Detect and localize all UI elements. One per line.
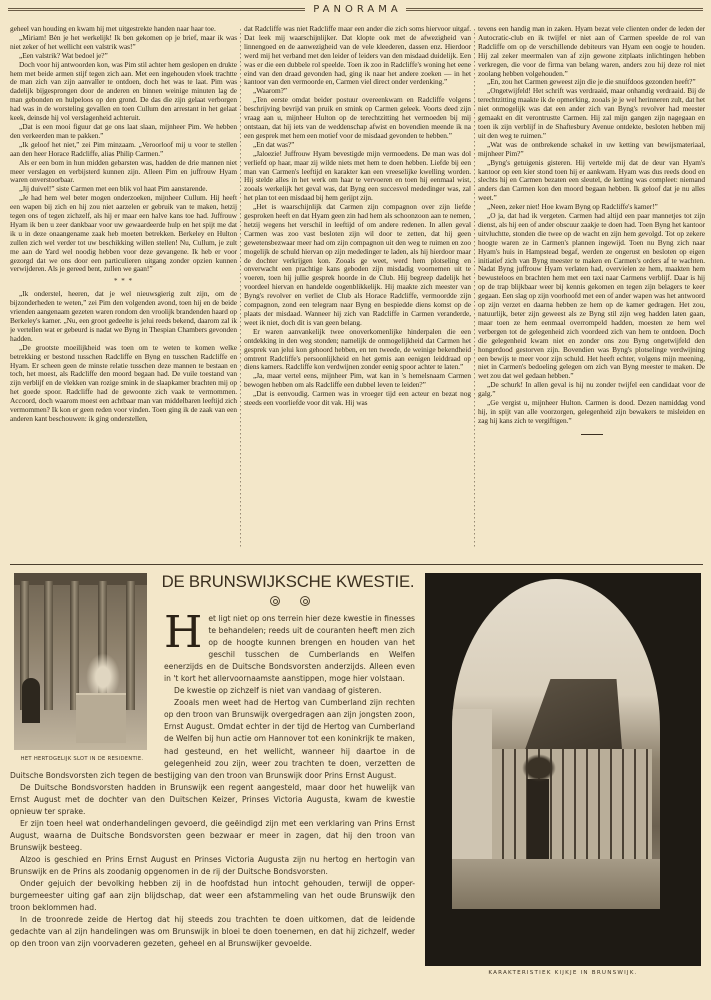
story-column-1 <box>10 25 237 558</box>
story-paragraph: „De schurk! In allen geval is hij nu zonder twijfel een candidaat voor de galg.” <box>478 380 705 399</box>
story-paragraph: „Ik onderstel, heeren, dat je wel nieuwsgierig zult zijn, om de bijzonderheden te weten,” zei Pim den volgenden avond, toen hij en de beide vrienden aangenaam gezeten waren rondom den vroolijk brandenden haard op Berkeley's kamer. „Nu, een groot gedeelte is jelui reeds bekend, daarom zal ik je vertellen wat er gebeurd is nadat we Byng in Thespian Chambers gevonden hadden. <box>10 289 237 343</box>
story-paragraph: „Je had hem wel beter mogen onderzoeken, mijnheer Cullum. Hij heeft een wapen bij zich en hij zou niet aarzelen er gebruik van te maken, hetzij tegen ons of tegen zichzelf, als hij er maar een halve kans toe had. Juffrouw Hyam ik ben u zeer dankbaar voor uw gewaardeerde hulp en het spijt me dat ik u in deze onaangename zaak heb moeten betrekken. Berkeley en Hulton zullen zich wel verder tot uw beschikking willen stellen! Nu, Cullum, je zult me aan de Yard wel noodig hebben voor deze gevangene. Ik heb er voor gezorgd dat we ons door een particulieren uitgang zonder opzien kunnen verwijderen. Als je gereed bent, zullen we gaan!” <box>10 193 237 274</box>
story-column-2 <box>244 25 471 558</box>
story-paragraph: „Dat is eenvoudig. Carmen was in vroeger tijd een acteur en bezat nog steeds een voorliefde voor dit vak. Hij was <box>244 389 471 408</box>
story-paragraph: „Een valstrik? Wat bedoel je?” <box>19 50 108 60</box>
story-paragraph: „Wat was de ontbrekende schakel in uw ketting van bewijsmateriaal, mijnheer Pim?” <box>478 139 705 158</box>
story-paragraph: Doch voor hij antwoorden kon, was Pim stil achter hem geslopen en drukte hem met beide armen stijf tegen zich aan. Met een ingehouden vloek trachtte de man zich van zijn aanvaller te ontdoen, doch het was te laat. Pim was dadelijk bijgesprongen door de anderen en binnen weinige minuten lag de man gebonden en hulpeloos op den grond. De das die zijn gelaat verborgen had was in de worsteling gevallen en toen Cullum den arrestant in het gelaat keek, deinsde hij vol verslagenheid achteruit. <box>10 59 237 123</box>
section-divider <box>10 564 703 565</box>
article-paragraph: Zooals men weet had de Hertog van Cumberland zijn rechten op den troon van Brunswijk overgedragen aan zijn jongsten zoon, Ernst August. Omdat echter in der tijd de Hertog van Cumberland de Welfen bij hun actie om Hannover tot een koninkrijk te maken, had gesteund, en het wellicht, wanneer hij daartoe in de gelegenheid zou zijn, weer zou trachten te doen, verzetten de Duitsche Bondsvorsten zich tegen de bestijging van den troon van Brunswijk door Prins Ernst August. <box>10 698 415 780</box>
section-break: * * * <box>114 277 133 286</box>
page-header <box>8 3 703 15</box>
story-paragraph: „Dat is een mooi figuur dat ge ons laat slaan, mijnheer Pim. We hebben den verkeerden man te pakken.” <box>10 121 237 140</box>
story-column-3 <box>478 25 705 558</box>
article-body <box>10 607 415 950</box>
story-paragraph: „Ja, maar vertel eens, mijnheer Pim, wat kan in 's hemelsnaam Carmen bewogen hebben om als Radcliffe een dubbel leven te leiden?” <box>244 371 471 390</box>
photo-caption-left: HET HERTOGELIJK SLOT IN DE RESIDENTIE. <box>20 756 144 762</box>
story-paragraph: Als er een bom in hun midden gebarsten was, hadden de drie mannen niet meer verslagen en verbijsterd kunnen zijn. Alleen Pim en juffrouw Hyam waren onverstoorbaar. <box>10 157 237 185</box>
story-paragraph: Er waren aanvankelijk twee onoverkomenlijke hinderpalen die een ontdekking in den weg stonden; namelijk de onmogelijkheid dat Carmen het gesprek van jelui kon gehoord hebben, en ten tweede, de weinige bekendheid omtrent Radcliffe's persoonlijkheid en het gemis aan eenigen leiddraad op diens kamers. Radcliffe kon verdwijnen zonder eenig spoor achter te laten.” <box>244 326 471 372</box>
ornament-icon <box>270 596 280 606</box>
header-rule-left <box>8 8 305 11</box>
story-paragraph: „Waarom?” <box>253 86 288 96</box>
story-paragraph: „Ten eerste omdat beider postuur overeenkwam en Radcliffe volgens beschrijving bevrijd van pruik en smink op Carmen geleek. Voorts deed zijn vraag aan u, mijnheer Hulton op de terechtzitting het vermoeden bij mij ontstaan, dat hij iets van de weddenschap afwist en bovendien meende ik na een gesprek met hem een motief voor de misdaad gevonden te hebben.” <box>244 95 471 140</box>
drop-cap: H <box>164 607 203 658</box>
story-paragraph: tevens een handig man in zaken. Hyam bezat vele clienten onder de leden der Autocratic-club en ik twijfel er niet aan of Carmen speelde de rol van Radcliffe om op de verschillende debiteurs van Hyam een oogje te houden. Hij zal zeker meermalen van af zijn gewone zitplaats inlichtingen hebben verkregen, die voor de firma van belang waren, anders zou hij deze rol niet zoolang hebben volgehouden.” <box>478 25 705 78</box>
article-paragraph: Onder gejuich der bevolking hebben zij in de hoofdstad hun intocht gehouden, terwijl de opper-burgemeester uiting gaf aan zijn blijdschap, dat weer een afstammeling van het oude Brunswijk den troon beklommen had. <box>10 879 415 913</box>
timber-house <box>492 749 652 859</box>
story-paragraph: „De grootste moeilijkheid was toen om te weten te komen welke betrekking er bestond tusschen Radcliffe en Byng en tusschen Radcliffe en Hyam. Er scheen geen de minste relatie tusschen deze mannen te bestaan en toch, het moest, als Radcliffe den moord begaan had. De vuile toestand van zijn verblijf en de vlekken van rozige smink in de slaapkamer brachten mij op het goede spoor. Radcliffe had de gewoonte zich vaak te vermommen. Accoord, doch waarom moest een achtbaar man van middelbaren leeftijd zich vermommen? Ik kon er geen reden voor vinden. Toen ging ik de zaak van een anderen kant beschouwen: ik ging onderstellen, <box>10 342 237 423</box>
story-end-rule <box>581 434 603 435</box>
story-paragraph: „Byng's getuigenis gisteren. Hij vertelde mij dat de deur van Hyam's kantoor op een kier stond toen hij er aankwam. Hyam was dus reeds dood en slechts hij en Carmen bezaten een sleutel, de ketting was compleet: niemand anders dan Carmen kon den moord begaan hebben. Ik geloof dat je nu alles weet.” <box>478 157 705 203</box>
story-paragraph: „Miriam! Bèn je het werkelijk! Ik ben gekomen op je brief, maar ik was niet zeker of het wellicht een valstrik was!” <box>10 32 237 51</box>
article-paragraph: In de troonrede zeide de Hertog dat hij steeds zou trachten te doen uitkomen, dat de leidende gedachte van al zijn handelingen was om Brunswijk in bloei te doen toenemen, en dat hij zichzelf, weder op den troon van zijn voorvaderen gezeten, geheel en al Brunswijker gevoelde. <box>10 915 415 949</box>
arch-opening <box>452 579 660 909</box>
story-paragraph: „Het is waarschijnlijk dat Carmen zijn compagnon over zijn liefde gesproken heeft en dat Hyam geen zin had hem als schoonzoon aan te nemen, hetzij wegens het verschil in leeftijd of om andere redenen. In allen geval Carmen was zoo vast besloten zijn wil door te zetten, dat hij geen gewetensbezwaar meer had om zijn compagnon uit den weg te ruimen en zoo mogelijk de schuld hiervan op zijn mededinger te laden, als hij hierdoor maar de dochter verkrijgen kon. Zooals ge weet, werd hem plotseling en onverwacht een prachtige kans geboden zijn misdadig voornemen uit te voeren, toen hij jullie gesprek hoorde in de Club. Hij begreep dadelijk het voordeel hiervan en handelde oogenblikkelijk. Hij maakte zich meester van Byng's revolver en verliet de Club als Horace Radcliffe, vermoordde zijn compagnon, zond een telegram naar Byng en bespiedde diens komst op de plaats der misdaad. Wanneer hij zich van Radcliffe in Carmen veranderde, weet ik niet, doch dit is van geen belang. <box>244 202 471 327</box>
story-paragraph: „Jaloezie! Juffrouw Hyam bevestigde mijn vermoedens. De man was dol verliefd op haar, maar zij wilde niets met hem te doen hebben. Liefde bij een man van Carmen's leeftijd en karakter kan een vreeselijke kwelling worden. Hij stelde alles in het werk om haar te vervoeren en toen hij eenmaal wist, zooals werkelijk het geval was, dat Byng een succesvol mededinger was, zal het plan tot een misdaad bij hem gerijpt zijn. <box>244 148 471 203</box>
story-paragraph: „Ge vergist u, mijnheer Hulton. Carmen is dood. Dezen namiddag vond hij, in spijt van alle voorzorgen, gelegenheid zijn bewakers te misleiden en zag hij kans zich te vergiftigen.” <box>478 398 705 425</box>
story-paragraph: „O ja, dat had ik vergeten. Carmen had altijd een paar mannetjes tot zijn dienst, als hij een of ander obscuur zaakje te doen had. Toen Byng het kantoor uitvluchtte, stonden die twee op de wacht en zijn hem gevolgd. Tot op zekere hoogte waren ze in Carmen's plannen ingewijd. Toen nu Byng zich naar Hyam's huis in Hampstead begaf, werden ze ongerust en besloten op eigen initiatief zich van Byng meester te maken en Carmen's orders af te wachten. Nadat Byng juffrouw Hyam verlaten had, overvielen ze hem, maakten hem bewusteloos en brachten hem met een taxi naar Carmens verblijf. Daar is hij op de trap blijkbaar weer bij kennis gekomen en tegen zijn belagers te keer gegaan. Een slag op zijn voorhoofd met een of ander wapen was het antwoord op zijn verzet en daarna hebben ze hem op de kamer gedragen. Het zou, natuurlijk, beter zijn geweest als ze Byng stil zijn weg hadden laten gaan, maar toen ze hem eenmaal overrompeld hadden, moesten ze hem wel verbergen tot de gelegenheid zich voordeed zich van hem te ontdoen. Doch die gelegenheid kwam niet en zonder ons zou Byng ongetwijfeld den hongerdood gestorven zijn. Bovendien was Byng's plotselinge verdwijning een bewijs te meer voor zijn schuld. Het heeft echter, volgens mijn meening, niet in Carmen's bedoeling gelegen om zich van Byng meester te maken. De wet zou dat wel gedaan hebben.” <box>478 211 705 381</box>
article-paragraph: Het ligt niet op ons terrein hier deze kwestie in finesses te behandelen; reeds uit de couranten heeft men zich op de hoogte kunnen brengen en houden van het geschil tusschen de Cumberlands en Welfen eenerzijds en de Duitsche Bondsvorsten anderzijds. Alleen even in 't kort het allervoornaamste aanstippen, moge hier volstaan. <box>164 607 415 684</box>
story-paragraph: „Ik geloof het niet,” zei Pim minzaam. „Veroorloof mij u voor te stellen aan den heer Horace Radcliffe, alias Philip Carmen.” <box>10 139 237 158</box>
article-title: DE BRUNSWIJKSCHE KWESTIE. <box>161 572 415 591</box>
story-paragraph: „Ongetwijfeld! Het schrift was verdraaid, maar onhandig verdraaid. Bij de terechtzitting maakte ik de opmerking, zooals je je wel herinneren zult, dat het niet onmogelijk was dat een ander zich van Byng's revolver had meester gemaakt en dit verontrustte Carmen. Hij zal mijn gangen zijn nagegaan en toen ik zijn verblijf in de Shaftesbury Avenue ontdekte, besloten hebben mij uit den weg te ruimen.” <box>478 86 705 140</box>
photo-brunswick-view <box>425 573 701 966</box>
article-paragraph: De kwestie op zichzelf is niet van vandaag of gisteren. <box>174 686 382 696</box>
article-paragraph: Er zijn toen heel wat onderhandelingen gevoerd, die geëindigd zijn met een verklaring van Prins Ernst August, waarna de Duitsche Bondsvorsten geen bezwaar er meer in zagen, dat hij den troon van Brunswijk besteeg. <box>10 818 415 852</box>
masthead: PANORAMA <box>313 3 402 15</box>
story-paragraph: geheel van houding en kwam hij met uitgestrekte handen naar haar toe. <box>10 25 216 33</box>
article-paragraph: Alzoo is geschied en Prins Ernst August en Prinses Victoria Augusta zijn nu hertog en hertogin van Brunswijk en de Prins als zoodanig opgenomen in de rij der Duitsche Bondsvorsten. <box>10 854 415 876</box>
ornament-icon <box>300 596 310 606</box>
story-paragraph: „En dat was?” <box>253 139 295 149</box>
photo-caption-right: KARAKTERISTIEK KIJKJE IN BRUNSWIJK. <box>488 970 638 976</box>
title-ornaments <box>270 596 310 606</box>
column-divider <box>474 29 475 549</box>
story-paragraph: „Neen, zeker niet! Hoe kwam Byng op Radcliffe's kamer!” <box>487 202 658 212</box>
story-paragraph: dat Radcliffe was niet Radcliffe maar een ander die zich soms hiervoor uitgaf. Dat leek mij waarschijnlijker. Dat klopte ook met de afwezigheid van linnengoed en de aanwezigheid van de vele kleederen, dassen enz. Hierdoor werd mij het verband met den leider of leiders van den misdaad duidelijk. Een was er die een dubbele rol speelde. Toen ik zoo in Radcliffe's woning het eene eind van den draad gevonden had, ging ik naar het andere zoeken — in het kantoor van den vermoorde en, Carmen viel direct onder verdenking.” <box>244 25 471 87</box>
header-rule-right <box>406 8 703 11</box>
story-paragraph: „Jij duivel!” siste Carmen met een blik vol haat Pim aanstarende. <box>19 184 208 194</box>
article-paragraph: De Duitsche Bondsvorsten hadden in Brunswijk een regent aangesteld, maar door het huwelijk van Ernst August met de dochter van den Duitschen Keizer, Prinses Victoria Augusta, kwam de kwestie opnieuw ter sprake. <box>10 782 415 816</box>
story-paragraph: „En, zou het Carmen geweest zijn die je die snuifdoos gezonden heeft?” <box>487 77 696 87</box>
column-divider <box>240 29 241 549</box>
